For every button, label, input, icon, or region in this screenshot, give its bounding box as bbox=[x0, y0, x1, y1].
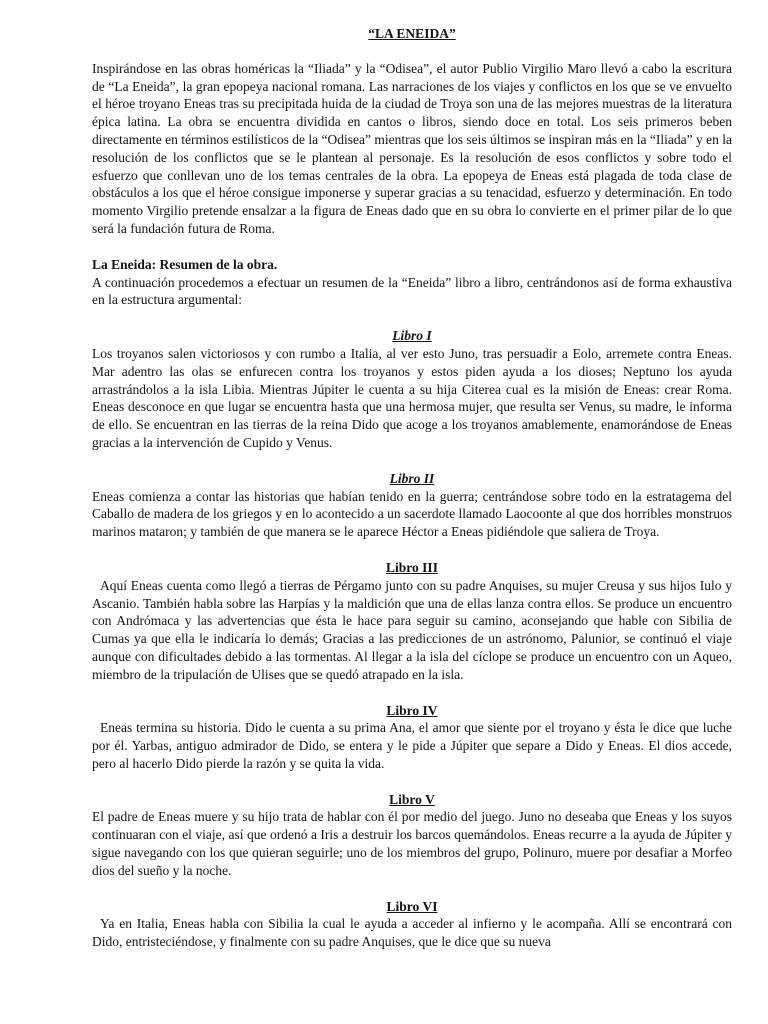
book-heading-1: Libro I bbox=[392, 328, 432, 344]
book-text-3: Aquí Eneas cuenta como llegó a tierras de Pérgamo junto con su padre Anquises, su mujer Creusa y sus hijos Iulo y Ascanio. También habla sobre las Harpías y la maldición que una de ellas lanza contra ellos. Se produce un encuentro con Andrómaca y las advertencias que ésta le hace para seguir su camino, aconsejando que hable con Sibilia de Cumas ya que ella le indicaría lo demás; Gracias a las predicciones de un astrónomo, Palunior, se continuó el viaje aunque con dificultades debido a las tormentas. Al llegar a la isla del cíclope se produce un encuentro con un Aqueo, miembro de la tripulación de Ulises que se quedó atrapado en la isla. bbox=[92, 577, 732, 682]
intro-paragraph: Inspirándose en las obras homéricas la “Iliada” y la “Odisea”, el autor Publio Virgilio Maro llevó a cabo la escritura de “La Eneida”, la gran epopeya nacional romana. Las narraciones de los viajes y conflictos en los que se ve envuelto el héroe troyano Eneas tras su precipitada huida de la ciudad de Troya son una de las mejores muestras de la literatura épica latina. La obra se encuentra dividida en cantos o libros, siendo doce en total. Los seis primeros beben directamente en términos estilísticos de la “Odisea” mientras que los seis últimos se inspiran más en la “Iliada” y en la resolución de los conflictos que se le plantean al personaje. Es la resolución de esos conflictos y sobre todo el esfuerzo que conllevan uno de los temas centrales de la obra. La epopeya de Eneas está plagada de toda clase de obstáculos a los que el héroe consigue imponerse y superar gracias a su tenacidad, esfuerzo y determinación. En todo momento Virgilio pretende ensalzar a la figura de Eneas dado que en su obra lo convierte en el primer pilar de lo que será la fundación futura de Roma. bbox=[92, 60, 732, 236]
book-heading-4: Libro IV bbox=[386, 702, 438, 718]
book-text-4: Eneas termina su historia. Dido le cuenta a su prima Ana, el amor que siente por el troyano y ésta le dice que luche por él. Yarbas, antiguo admirador de Dido, se entera y le pide a Júpiter que separe a Dido y Eneas. El dios accede, pero al hacerlo Dido pierde la razón y se quita la vida. bbox=[92, 720, 732, 771]
book-text-1: Los troyanos salen victoriosos y con rumbo a Italia, al ver esto Juno, tras persuadir a Eolo, arremete contra Eneas. Mar adentro las olas se enfurecen contra los troyanos y estos piden ayuda a los dioses; Neptuno los ayuda arrastrándolos a la isla Libia. Mientras Júpiter le cuenta a su hija Citerea cual es la misión de Eneas: crear Roma. Eneas desconoce en que lugar se encuentra hasta que una hermosa mujer, que resulta ser Venus, su madre, le informa de ello. Se encuentran en las tierras de la reina Dido que acoge a los troyanos amablemente, enamorándose de Eneas gracias a la intervención de Cupido y Venus. bbox=[92, 345, 732, 450]
book-text-5: El padre de Eneas muere y su hijo trata de hablar con él por medio del juego. Juno no deseaba que Eneas y los suyos continuaran con el viaje, así que ordenó a Iris a destruir los barcos quemándolos. Eneas recurre a la ayuda de Júpiter y sigue navegando con los que quieran seguirle; uno de los miembros del grupo, Polinuro, muere por desafiar a Morfeo dios del sueño y la noche. bbox=[92, 809, 732, 878]
book-text-2: Eneas comienza a contar las historias que habían tenido en la guerra; centrándose sobre todo en la estratagema del Caballo de madera de los griegos y en lo acontecido a un sacerdote llamado Laocoonte al que dos horribles monstruos marinos mataron; y también de que manera se le aparece Héctor a Eneas pidiéndole que saliera de Troya. bbox=[92, 488, 732, 540]
book-heading-3: Libro III bbox=[386, 559, 438, 575]
document-title: “LA ENEIDA” bbox=[368, 26, 456, 41]
book-heading-2: Libro II bbox=[389, 470, 435, 486]
summary-intro-paragraph: A continuación procedemos a efectuar un resumen de la “Eneida” libro a libro, centrándonos así de forma exhaustiva en la estructura argumental: bbox=[92, 274, 732, 308]
document-content bbox=[92, 25, 732, 951]
book-heading-6: Libro VI bbox=[386, 898, 438, 914]
book-text-6: Ya en Italia, Eneas habla con Sibilia la cual le ayuda a acceder al infierno y le acompaña. Allí se encontrará con Dido, entristeciéndose, y finalmente con su padre Anquises, que le dice que su nueva bbox=[92, 916, 732, 950]
book-heading-5: Libro V bbox=[389, 791, 435, 807]
summary-heading: La Eneida: Resumen de la obra. bbox=[92, 256, 278, 272]
